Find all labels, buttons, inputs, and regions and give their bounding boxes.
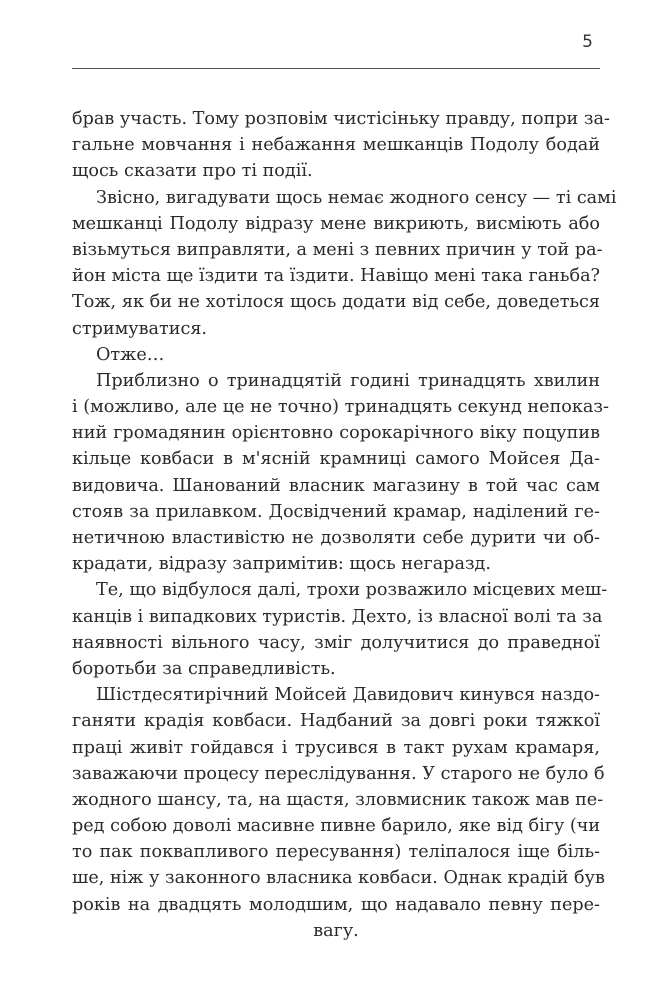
text-line: візьмуться виправляти, а мені з певних причин у той ра- [72,239,603,260]
text-line: і (можливо, але це не точно) тринадцять секунд непоказ- [72,397,609,418]
paragraph [72,185,617,342]
text-line: ганяти крадія ковбаси. Надбаний за довгі роки тяжкої [72,711,600,732]
text-line: вагу. [313,920,359,941]
paragraph [72,342,600,368]
paragraph [72,106,610,185]
body-text [72,106,617,944]
text-line: мешканці Подолу відразу мене викриють, висміють або [72,213,600,234]
text-line: нетичною властивістю не дозволяти себе дурити чи об- [72,528,600,548]
text-line: Приблизно о тринадцятій годині тринадцять хвилин [96,370,600,391]
text-line: видовича. Шанований власник магазину в той час сам [72,475,600,496]
text-line: ред собою доволі масивне пивне барило, яке від бігу (чи [72,816,601,837]
text-line: ний громадянин орієнтовно сорокарічного віку поцупив [72,423,600,444]
text-line: канців і випадкових туристів. Дехто, із власної волі та за [72,606,603,627]
text-line: крадати, відразу запримітив: щось негаразд. [72,554,491,575]
text-line: щось сказати про ті події. [72,161,313,182]
page-number: 5 [582,32,593,52]
text-line: років на двадцять молодшим, що надавало певну пере- [72,894,600,915]
text-line: праці живіт гойдався і трусився в такт рухам крамаря, [72,737,600,758]
text-line: Те, що відбулося далі, трохи розважило місцевих меш- [96,580,608,601]
text-line: то пак поквапливого пересування) теліпалося іще біль- [72,842,600,863]
paragraph [72,368,609,578]
text-line: кільце ковбаси в м'ясній крамниці самого Мойсея Да- [72,449,600,470]
text-line: заважаючи процесу переслідування. У старого не було б [72,763,605,784]
text-line: брав участь. Тому розповім чистісіньку правду, попри за- [72,109,610,129]
text-line: Отже… [96,344,165,365]
text-line: йон міста ще їздити та їздити. Навіщо мені така ганьба? [72,266,600,287]
text-line: стримуватися. [72,318,208,339]
text-line: стояв за прилавком. Досвідчений крамар, наділений ге- [72,501,600,522]
text-line: жодного шансу, та, на щастя, зловмисник також мав пе- [72,789,604,810]
text-line: Тож, як би не хотілося щось додати від себе, доведеться [72,292,600,313]
paragraph [72,682,605,944]
paragraph [72,577,608,682]
text-line: Шістдесятирічний Мойсей Давидович кинувся наздо- [96,685,600,706]
text-line: Звісно, вигадувати щось немає жодного сенсу — ті самі [96,187,617,208]
text-line: ше, ніж у законного власника ковбаси. Однак крадій був [72,868,605,889]
text-line: гальне мовчання і небажання мешканців Подолу бодай [72,135,600,156]
header-rule [72,68,600,69]
text-line: боротьби за справедливість. [72,658,336,679]
text-line: наявності вільного часу, зміг долучитися до праведної [72,632,600,653]
